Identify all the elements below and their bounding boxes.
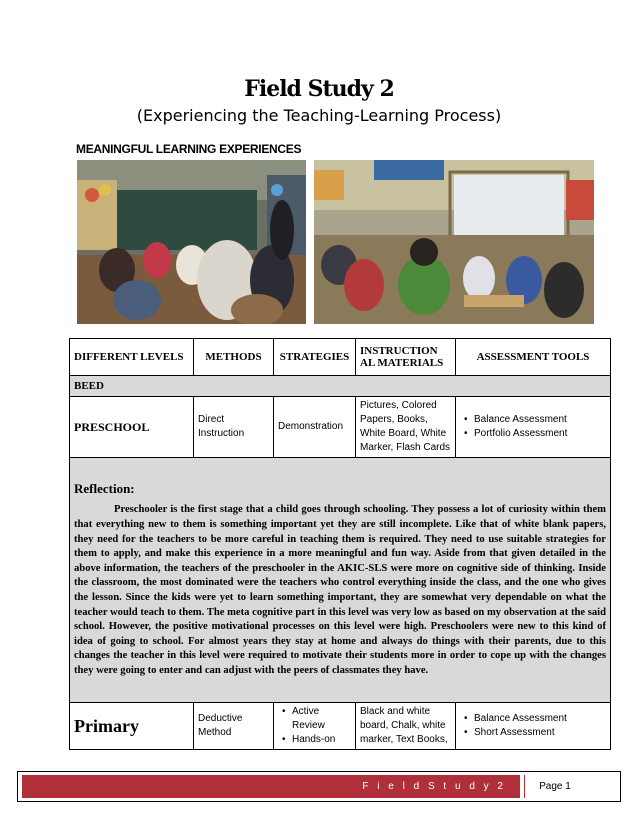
assessment-item: • Portfolio Assessment: [474, 427, 606, 441]
classroom-photo-right: [314, 160, 594, 324]
primary-assessment: [456, 703, 611, 750]
reflection-cell: [70, 458, 611, 703]
strategy-item: • Hands-on: [292, 733, 351, 747]
assessment-item: • Short Assessment: [474, 726, 606, 740]
page-number: Page 1: [524, 775, 585, 798]
preschool-level: PRESCHOOL: [70, 397, 194, 458]
learning-experiences-table: [69, 338, 611, 750]
primary-materials: Black and white board, Chalk, white marker, Text Books,: [356, 703, 456, 750]
page-footer: [17, 771, 621, 802]
header-methods: METHODS: [194, 339, 274, 376]
beed-label: BEED: [70, 376, 611, 397]
header-strategies: STRATEGIES: [274, 339, 356, 376]
reflection-body: Preschooler is the first stage that a child goes through schooling. They possess a lot of curiosity within them that everything new to them is something important yet they are still incomplete. Like that of white blank papers, they need for the teachers to be more careful in teaching them is required. They need to use suitable strategies for them to apply, and make this experience in a more meaningful and fun way. Aside from that given detailed in the above information, the teachers of the preschooler in the AKIC-SLS were more on cognitive side of thinking. Inside the classroom, the most dominated were the teachers who control everything inside the class, and the one who gives the lesson. Since the kids were yet to learn something important, they are somewhat very dependable on what the teacher would teach to them. The meta cognitive part in this level was very low as based on my observation at the said school. However, the positive motivational processes on this level were high. Preschoolers were new to this kind of idea of going to school. For almost years they stay at home and always do things with their parents, due to this changes the teacher in this level were required to motivate their students more in order to cope up with the changes they were going to enter and can adjust with the peers of classmates they have.: [74, 504, 606, 676]
header-materials: INSTRUCTION AL MATERIALS: [356, 339, 456, 376]
classroom-photo-left: [77, 160, 306, 324]
primary-row: [70, 703, 611, 750]
reflection-row: [70, 458, 611, 703]
header-levels: DIFFERENT LEVELS: [70, 339, 194, 376]
table-header-row: [70, 339, 611, 376]
primary-strategies: [274, 703, 356, 750]
preschool-strategy: Demonstration: [274, 397, 356, 458]
assessment-item: • Balance Assessment: [474, 413, 606, 427]
reflection-heading: Reflection:: [74, 481, 135, 497]
preschool-row: [70, 397, 611, 458]
preschool-assessment: [456, 397, 611, 458]
preschool-materials: Pictures, Colored Papers, Books, White Board, White Marker, Flash Cards: [356, 397, 456, 458]
assessment-item: • Balance Assessment: [474, 712, 606, 726]
section-heading: MEANINGFUL LEARNING EXPERIENCES: [76, 142, 302, 156]
primary-level: Primary: [70, 703, 194, 750]
beed-row: [70, 376, 611, 397]
strategy-item: • Active Review: [292, 705, 351, 733]
document-title: Field Study 2: [244, 76, 394, 102]
footer-label: F i e l d S t u d y 2: [22, 775, 520, 798]
preschool-method: Direct Instruction: [194, 397, 274, 458]
primary-method: Deductive Method: [194, 703, 274, 750]
document-subtitle: (Experiencing the Teaching-Learning Process): [136, 106, 502, 125]
header-assessment: ASSESSMENT TOOLS: [456, 339, 611, 376]
